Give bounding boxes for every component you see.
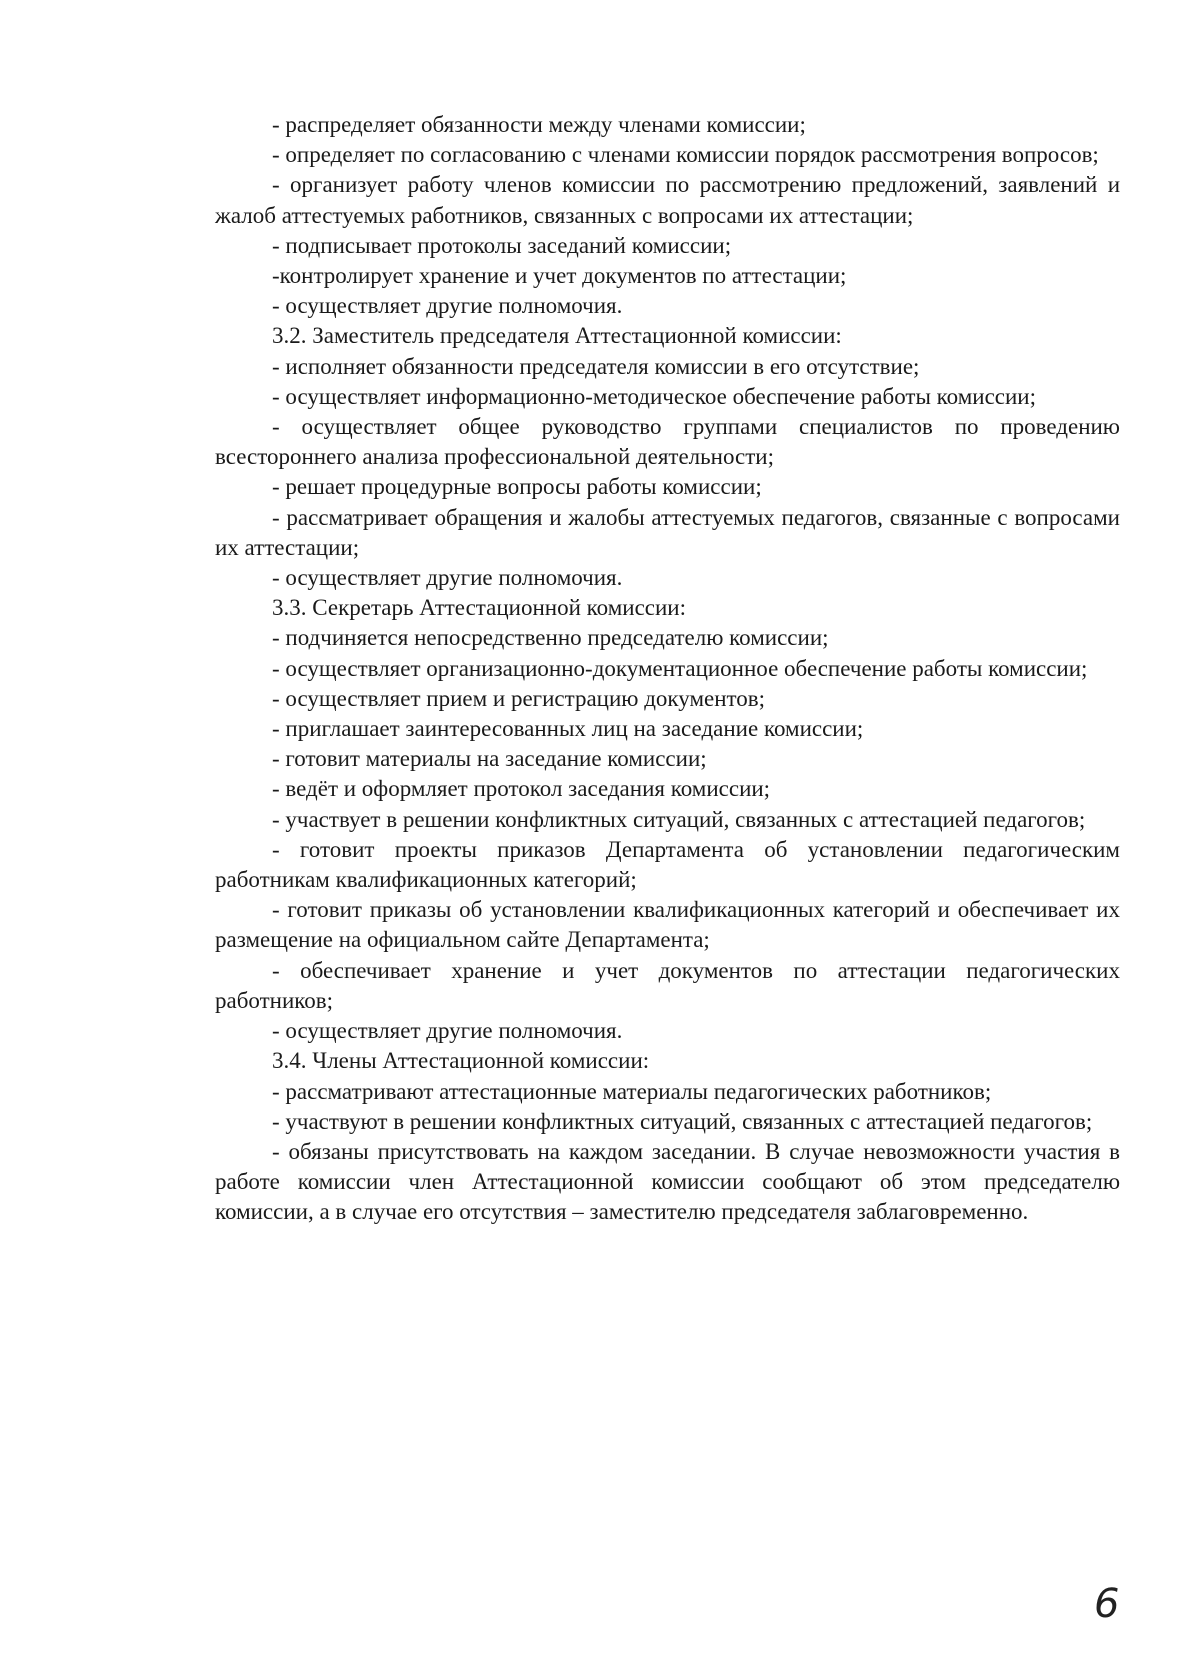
paragraph: - определяет по согласованию с членами комиссии порядок рассмотрения вопросов;: [272, 142, 1099, 168]
paragraph: - приглашает заинтересованных лиц на заседание комиссии;: [272, 716, 864, 742]
paragraph: - организует работу членов комиссии по рассмотрению предложений, заявлений и жалоб аттестуемых работников, связанных с вопросами их аттестации;: [215, 172, 1120, 228]
paragraph: - ведёт и оформляет протокол заседания комиссии;: [272, 776, 771, 802]
section-heading-3-3: 3.3. Секретарь Аттестационной комиссии:: [272, 595, 686, 621]
paragraph: - обязаны присутствовать на каждом заседании. В случае невозможности участия в работе комиссии член Аттестационной комиссии сообщают об этом председателю комиссии, а в случае его отсутствия – заместителю председателя заблаговременно.: [215, 1138, 1120, 1225]
paragraph: - осуществляет информационно-методическое обеспечение работы комиссии;: [272, 383, 1036, 409]
paragraph: - рассматривает обращения и жалобы аттестуемых педагогов, связанные с вопросами их аттестации;: [215, 504, 1120, 560]
page-number: 6: [1094, 1581, 1120, 1627]
paragraph: - подписывает протоколы заседаний комиссии;: [272, 232, 732, 258]
section-heading-3-2: 3.2. Заместитель председателя Аттестационной комиссии:: [272, 323, 842, 349]
paragraph: - готовит проекты приказов Департамента об установлении педагогическим работникам квалификационных категорий;: [215, 836, 1120, 893]
paragraph: - готовит материалы на заседание комиссии;: [272, 746, 707, 772]
paragraph: - решает процедурные вопросы работы комиссии;: [272, 474, 762, 500]
paragraph: - осуществляет другие полномочия.: [272, 293, 623, 319]
paragraph: - осуществляет другие полномочия.: [272, 565, 623, 591]
paragraph: - осуществляет прием и регистрацию документов;: [272, 685, 766, 711]
paragraph: - осуществляет другие полномочия.: [272, 1018, 623, 1044]
paragraph: - осуществляет организационно-документационное обеспечение работы комиссии;: [272, 655, 1088, 681]
paragraph: - подчиняется непосредственно председателю комиссии;: [272, 625, 829, 651]
paragraph: - участвуют в решении конфликтных ситуаций, связанных с аттестацией педагогов;: [272, 1108, 1093, 1134]
paragraph: - готовит приказы об установлении квалификационных категорий и обеспечивает их размещение на официальном сайте Департамента;: [215, 897, 1120, 953]
paragraph: - осуществляет общее руководство группами специалистов по проведению всестороннего анализа профессиональной деятельности;: [215, 414, 1120, 470]
section-heading-3-4: 3.4. Члены Аттестационной комиссии:: [272, 1048, 650, 1074]
paragraph: - распределяет обязанности между членами комиссии;: [272, 112, 806, 137]
paragraph: - рассматривают аттестационные материалы педагогических работников;: [272, 1078, 992, 1104]
document-body: [215, 110, 1120, 1228]
paragraph: - участвует в решении конфликтных ситуаций, связанных с аттестацией педагогов;: [272, 806, 1086, 832]
paragraph: - исполняет обязанности председателя комиссии в его отсутствие;: [272, 353, 920, 379]
paragraph: -контролирует хранение и учет документов по аттестации;: [272, 263, 847, 289]
paragraph: - обеспечивает хранение и учет документов по аттестации педагогических работников;: [215, 957, 1120, 1013]
